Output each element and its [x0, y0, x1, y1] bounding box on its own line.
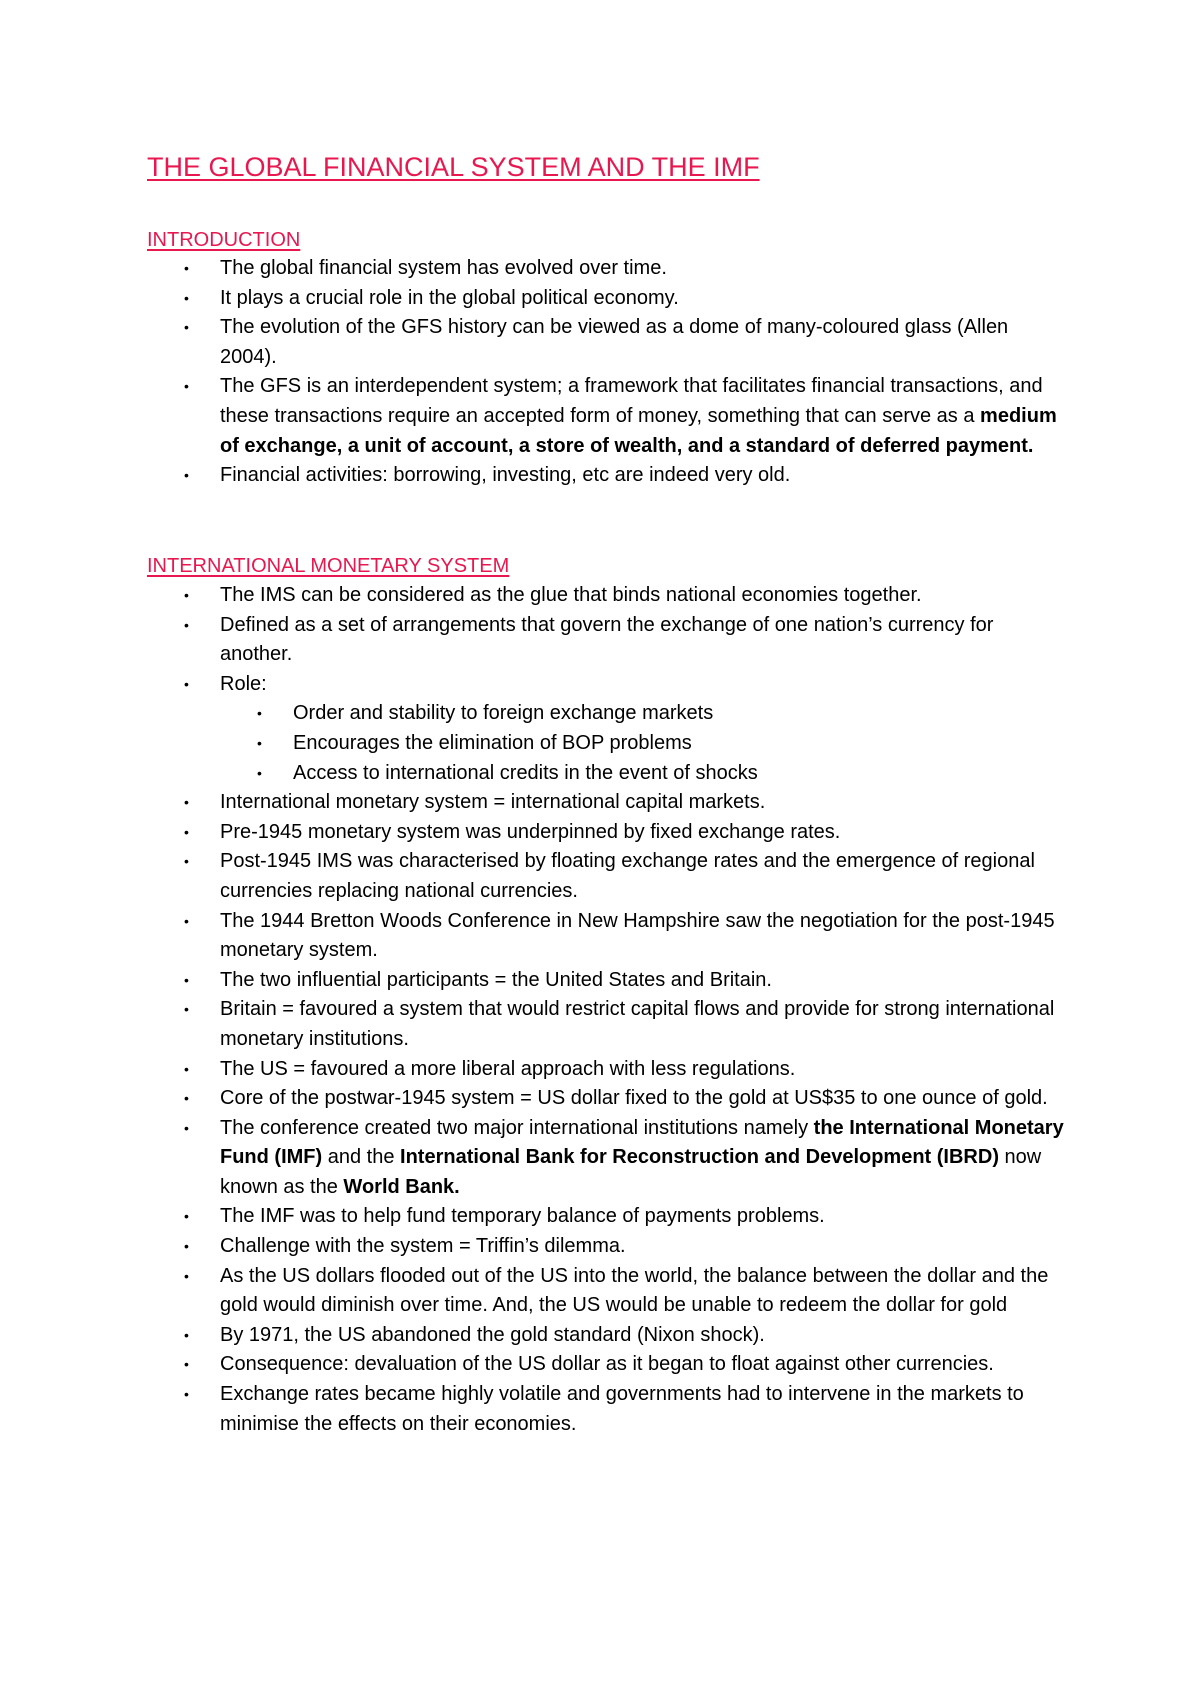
item-text: Access to international credits in the event of shocks — [293, 761, 758, 784]
bullet-icon: • — [184, 260, 189, 276]
section-heading-introduction: INTRODUCTION — [147, 229, 301, 251]
bullet-icon: • — [184, 1208, 189, 1225]
item-text: Consequence: devaluation of the US dollar as it began to float against other currencies. — [220, 1353, 994, 1376]
bullet-icon: • — [184, 1001, 189, 1018]
item-text: now known as the — [220, 1146, 1042, 1198]
item-text: The GFS is an interdependent system; a framework that facilitates financial transactions, and these transactions require an accepted form of money, something that can serve as a — [220, 375, 1043, 427]
item-text: Exchange rates became highly volatile and governments had to intervene in the markets to minimise the effects on their economies. — [220, 1383, 1024, 1435]
item-text: Challenge with the system = Triffin’s dilemma. — [220, 1235, 626, 1258]
bold-text: the International Monetary Fund (IMF) — [220, 1116, 1064, 1169]
item-text: Britain = favoured a system that would restrict capital flows and provide for strong international monetary institutions. — [220, 998, 1055, 1050]
list-item — [0, 1055, 1064, 1085]
item-text: The IMS can be considered as the glue that binds national economies together. — [220, 584, 922, 606]
list-item — [0, 461, 1064, 491]
bullet-icon: • — [184, 1326, 189, 1343]
list-item — [0, 1321, 1064, 1351]
bullet-icon: • — [184, 823, 189, 840]
item-text: Order and stability to foreign exchange markets — [293, 702, 714, 725]
bullet-icon: • — [184, 675, 189, 692]
list-item — [0, 581, 1064, 611]
item-text: By 1971, the US abandoned the gold standard (Nixon shock). — [220, 1323, 765, 1346]
item-text: Pre-1945 monetary system was underpinned by fixed exchange rates. — [220, 820, 841, 843]
bullet-icon: • — [184, 912, 189, 929]
sub-list-item — [0, 729, 1064, 759]
item-text: As the US dollars flooded out of the US into the world, the balance between the dollar and the gold would diminish over time. And, the US would be unable to redeem the dollar for gold — [220, 1264, 1049, 1317]
list-item — [0, 372, 1064, 461]
list-item — [0, 847, 1064, 906]
document-title: THE GLOBAL FINANCIAL SYSTEM AND THE IMF — [147, 152, 760, 182]
list-item — [0, 670, 1064, 700]
item-text: and the — [322, 1146, 401, 1169]
list-item — [0, 1380, 1064, 1439]
list-item — [0, 254, 1064, 284]
item-text: International monetary system = international capital markets. — [220, 791, 766, 814]
bullet-icon: • — [184, 1060, 189, 1077]
bullet-icon: • — [257, 734, 262, 751]
item-text: Post-1945 IMS was characterised by floating exchange rates and the emergence of regional currencies replacing national currencies. — [220, 850, 1035, 902]
bullet-icon: • — [184, 467, 189, 484]
item-text: Defined as a set of arrangements that govern the exchange of one nation’s currency for another. — [220, 613, 994, 666]
list-item — [0, 966, 1064, 996]
list-item — [0, 1262, 1064, 1321]
section-heading-international-monetary-system: INTERNATIONAL MONETARY SYSTEM — [147, 555, 510, 577]
list-item — [0, 1202, 1064, 1232]
item-text: The US = favoured a more liberal approach with less regulations. — [220, 1057, 796, 1080]
bullet-icon: • — [184, 1356, 189, 1373]
bullet-icon: • — [184, 853, 189, 870]
list-item — [0, 611, 1064, 670]
list-item — [0, 1350, 1064, 1380]
bullet-icon: • — [184, 971, 189, 988]
bullet-icon: • — [184, 1119, 189, 1136]
bold-text: World Bank. — [343, 1175, 460, 1198]
item-text: The 1944 Bretton Woods Conference in New Hampshire saw the negotiation for the post-1945 monetary system. — [220, 909, 1055, 962]
bold-text: medium of exchange, a unit of account, a store of wealth, and a standard of deferred payment. — [220, 404, 1057, 457]
sub-list-item — [0, 759, 1064, 789]
list-item — [0, 1114, 1064, 1203]
list-item — [0, 1232, 1064, 1262]
bullet-icon: • — [184, 378, 189, 395]
list-item — [0, 1084, 1064, 1114]
sub-list-item — [0, 699, 1064, 729]
bullet-icon: • — [184, 587, 189, 603]
item-text: It plays a crucial role in the global political economy. — [220, 286, 679, 309]
list-item — [0, 284, 1064, 314]
list-item — [0, 788, 1064, 818]
list-item — [0, 995, 1064, 1054]
item-text: The conference created two major international institutions namely — [220, 1116, 814, 1139]
bullet-icon: • — [184, 1238, 189, 1255]
bullet-icon: • — [184, 1267, 189, 1284]
bullet-icon: • — [184, 1386, 189, 1403]
bullet-icon: • — [184, 289, 189, 306]
item-text: The global financial system has evolved over time. — [220, 257, 667, 279]
bullet-icon: • — [184, 319, 189, 336]
bullet-icon: • — [184, 794, 189, 811]
item-text: The two influential participants = the United States and Britain. — [220, 968, 772, 991]
list-item — [0, 907, 1064, 966]
bold-text: International Bank for Reconstruction and Development (IBRD) — [400, 1146, 999, 1169]
item-text: The evolution of the GFS history can be viewed as a dome of many-coloured glass (Allen 2004). — [220, 316, 1009, 368]
item-text: Financial activities: borrowing, investing, etc are indeed very old. — [220, 464, 791, 487]
introduction-bullet-list — [0, 254, 1064, 491]
ims-bullet-list — [0, 581, 1064, 1439]
item-text: The IMF was to help fund temporary balance of payments problems. — [220, 1205, 825, 1228]
item-text: Core of the postwar-1945 system = US dollar fixed to the gold at US$35 to one ounce of gold. — [220, 1087, 1048, 1110]
bullet-icon: • — [184, 616, 189, 633]
list-item — [0, 818, 1064, 848]
bullet-icon: • — [257, 705, 262, 722]
item-text: Role: — [220, 672, 267, 695]
item-text: Encourages the elimination of BOP problems — [293, 731, 692, 754]
bullet-icon: • — [257, 764, 262, 781]
list-item — [0, 313, 1064, 372]
bullet-icon: • — [184, 1090, 189, 1107]
